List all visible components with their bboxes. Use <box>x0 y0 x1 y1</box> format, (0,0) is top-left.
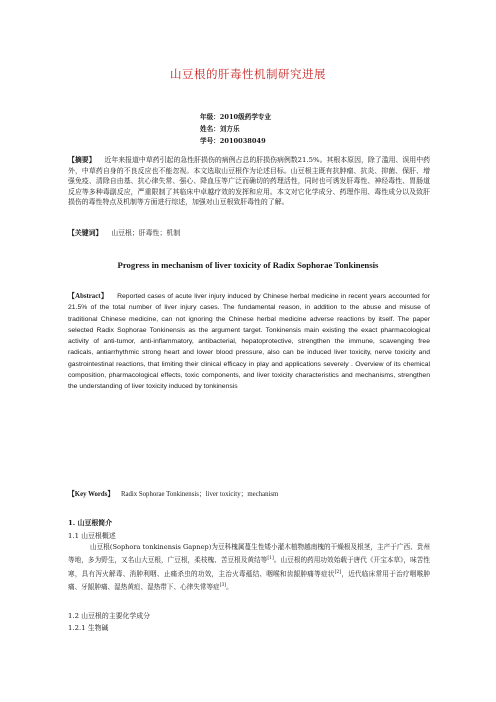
title-english: Progress in mechanism of liver toxicity of Radix Sophorae Tonkinensis <box>117 260 379 270</box>
section-heading-1: 1. 山豆根简介 <box>68 519 113 527</box>
keywords-chinese <box>68 228 430 239</box>
paragraph-text-a: 山豆根(Sophora tonkinensis Gapnep)为豆科槐属蔓生性矮小灌木植物越南槐的干燥根及根茎，主产于广西、贵州等地，多为野生，又名山大豆根，广豆根，柔枝槐、苦豆根及黄结等 <box>68 543 430 565</box>
abstract-chinese <box>68 155 430 208</box>
author-name: 姓名：刘方乐 <box>200 125 240 133</box>
abstract-en-text: Reported cases of acute liver injury induced by Chinese herbal medicine in recent years accounted for 21.5% of the total number of liver injury cases. The fundamental reason, in addition to the abuse and misuse of traditional Chinese medicine, can not ignoring the Chinese herbal medicine adverse reactions by itself. The paper selected Radix Sophorae Tonkinensis as the argument target. Tonkinensis main existing the exact pharmacological activity of anti-tumor, anti-inflammatory, antibacterial, hepatoprotective, strengthen the immune, scavenging free radicals, antiarrhythmic strong heart and lower blood pressure, also can be induced liver toxicity, nerve toxicity and gastrointestinal reactions, that limiting their clinical efficacy in play and applications severely . Overview of its chemical composition, pharmacological effects, toxic components, and liver toxicity characteristics and mechanisms, strengthen the understanding of liver toxicity induced by tonkinensis <box>68 293 430 391</box>
keywords-english <box>68 488 430 498</box>
citation-ref-3: [3] <box>219 582 227 588</box>
abstract-cn-text: 近年来报道中草药引起的急性肝损伤的病例占总的肝损伤病例数21.5%。其根本原因，除了滥用、误用中药外，中草药自身的不良反应也不能忽视。本文选取山豆根作为论述目标。山豆根主既有抗肿瘤、抗炎、抑菌、保肝、增强免疫、清除自由基、抗心律失常、强心、降血压等广泛而确切的药理活性，同时也可诱发肝毒性、神经毒性、胃肠道反应等多种毒副反应，严重限制了其临床中卓越疗效的发挥和应用。本文对它化学成分、药理作用、毒性成分以及致肝损伤的毒性特点及机制等方面进行综述，加强对山豆根致肝毒性的了解。 <box>68 156 430 207</box>
author-grade: 年级：2010级药学专业 <box>200 113 272 121</box>
keywords-en-label: 【Key Words】 <box>68 491 115 498</box>
abstract-cn-label: 【摘要】 <box>68 156 96 164</box>
student-id: 学号：2010038049 <box>200 137 266 145</box>
section-1-1-paragraph <box>68 542 430 593</box>
keywords-en-text: Radix Sophorae Tonkinensis；liver toxicity；mechanism <box>120 491 279 498</box>
citation-ref-1: [1] <box>267 556 274 562</box>
abstract-en-label: 【Abstract】 <box>68 293 109 300</box>
paragraph-text-b: 。山豆根的药用功效始载于唐代《开宝本草》，味苦性寒，具有泻火解毒、消肿利咽、止痛杀虫的功效，主治火毒蕴结、咽喉和齿龈肿痛等症状 <box>68 556 431 578</box>
abstract-english <box>68 291 430 393</box>
section-heading-1-2: 1.2 山豆根的主要化学成分 <box>68 612 151 620</box>
keywords-cn-label: 【关键词】 <box>68 229 103 237</box>
keywords-cn-text: 山豆根；肝毒性；机制 <box>111 229 181 237</box>
title-chinese: 山豆根的肝毒性机制研究进展 <box>170 67 326 81</box>
section-heading-1-2-1: 1.2.1 生物碱 <box>68 624 109 632</box>
section-heading-1-1: 1.1 山豆根概述 <box>68 532 116 540</box>
citation-ref-2: [2] <box>334 569 342 575</box>
paragraph-text-c: ，近代临床常用于治疗咽喉肿痛、牙龈肿痛、湿热黄疸、湿热带下、心律失常等症 <box>68 569 431 592</box>
paragraph-text-d: 。 <box>226 583 233 592</box>
